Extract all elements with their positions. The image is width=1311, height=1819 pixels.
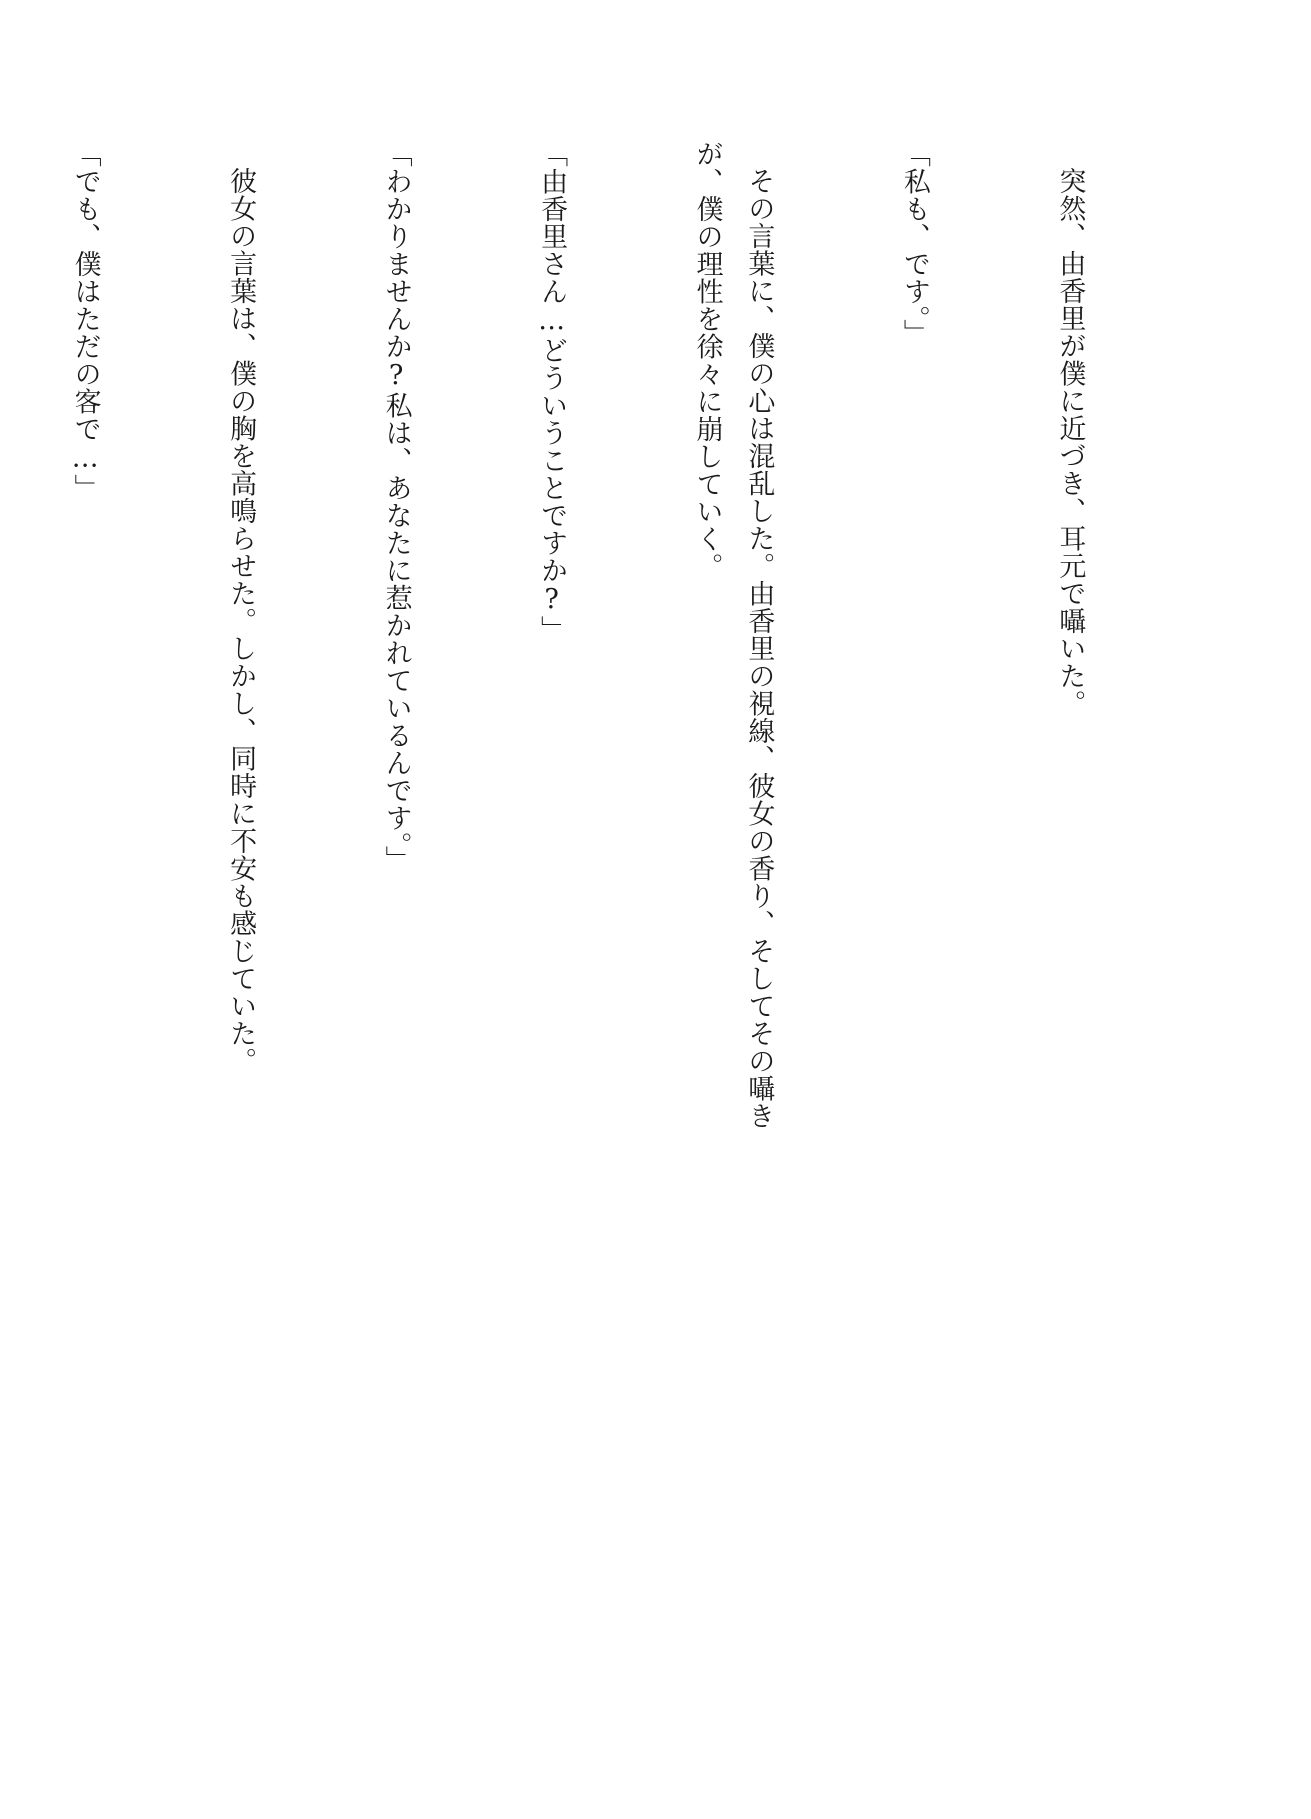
paragraph: 「私も、です。」 [898,140,930,347]
paragraph: 「わかりませんか?私は、あなたに惹かれているんです。」 [380,140,412,873]
vertical-body-text [69,140,1199,1140]
paragraph: 「でも、僕はただの客で…」 [69,140,101,502]
paragraph: 突然、由香里が僕に近づき、耳元で囁いた。 [1054,167,1086,717]
paragraph: 彼女の言葉は、僕の胸を高鳴らせた。しかし、同時に不安も感じていた。 [225,167,257,1075]
paragraph: その言葉に、僕の心は混乱した。由香里の視線、彼女の香り、そしてその囁きが、僕の理性を徐々に崩していく。 [691,140,775,1130]
paragraph: 「由香里さん…どういうことですか?」 [536,140,568,643]
